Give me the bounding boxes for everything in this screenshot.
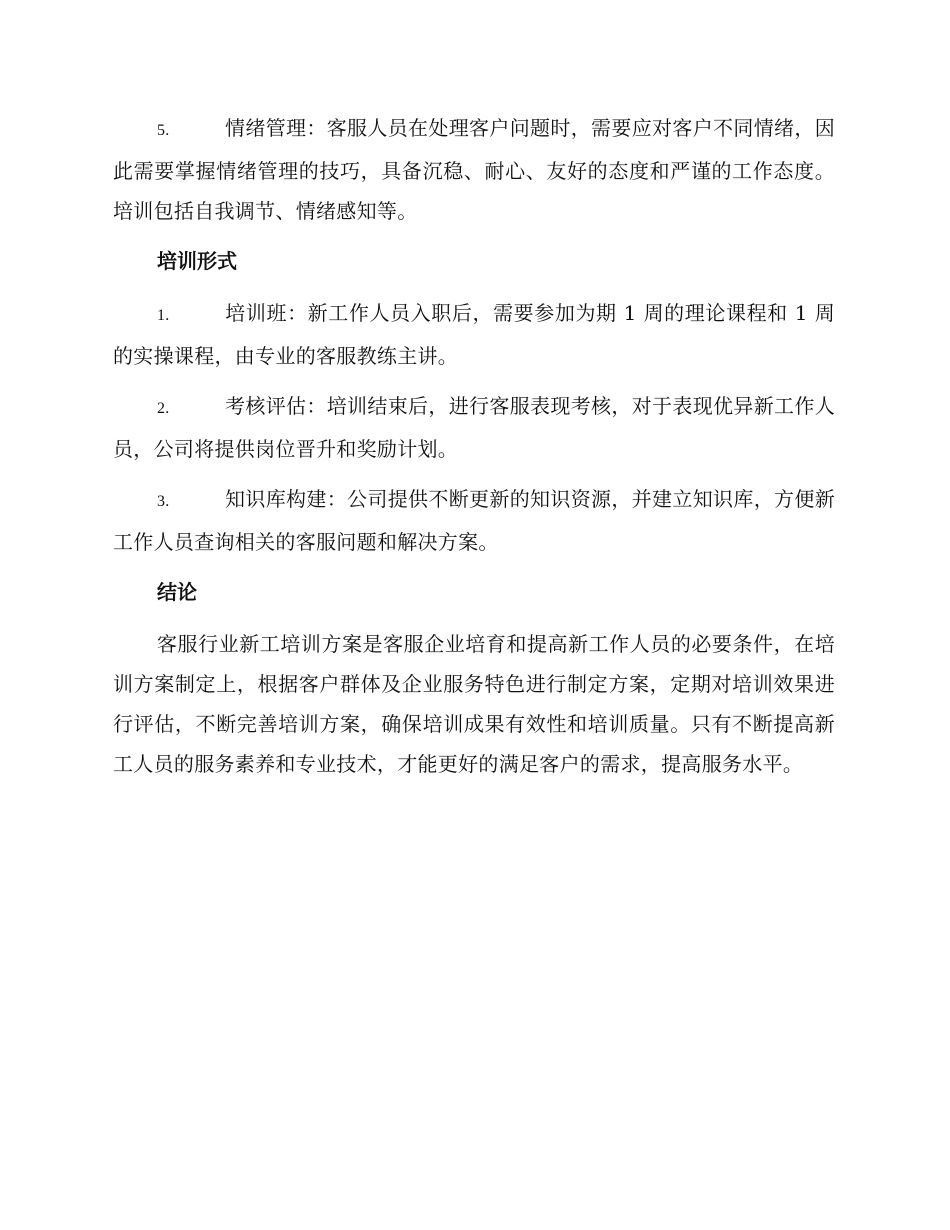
list-item-assessment xyxy=(113,386,835,469)
list-number: 1. xyxy=(157,307,170,324)
list-item-knowledge-base xyxy=(113,479,835,562)
list-number: 2. xyxy=(157,400,170,417)
list-item-text: 考核评估：培训结束后，进行客服表现考核，对于表现优异新工作人员，公司将提供岗位晋升和奖励计划。 xyxy=(113,394,835,461)
list-item-text: 情绪管理：客服人员在处理客户问题时，需要应对客户不同情绪，因此需要掌握情绪管理的技巧，具备沉稳、耐心、友好的态度和严谨的工作态度。培训包括自我调节、情绪感知等。 xyxy=(113,116,835,223)
conclusion-paragraph: 客服行业新工培训方案是客服企业培育和提高新工作人员的必要条件，在培训方案制定上，根据客户群体及企业服务特色进行制定方案，定期对培训效果进行评估，不断完善培训方案，确保培训成果有效性和培训质量。只有不断提高新工人员的服务素养和专业技术，才能更好的满足客户的需求，提高服务水平。 xyxy=(113,632,835,776)
list-number: 3. xyxy=(157,493,170,510)
section-heading-conclusion: 结论 xyxy=(157,580,197,604)
document-body xyxy=(113,108,835,794)
list-item-emotion-management xyxy=(113,108,835,231)
list-item-text: 培训班：新工作人员入职后，需要参加为期 1 周的理论课程和 1 周的实操课程，由专业的客服教练主讲。 xyxy=(113,301,835,368)
section-heading-training-format: 培训形式 xyxy=(157,249,237,273)
list-item-text: 知识库构建：公司提供不断更新的知识资源，并建立知识库，方便新工作人员查询相关的客服问题和解决方案。 xyxy=(113,487,835,554)
list-number: 5. xyxy=(157,122,170,139)
list-item-training-class xyxy=(113,293,835,376)
